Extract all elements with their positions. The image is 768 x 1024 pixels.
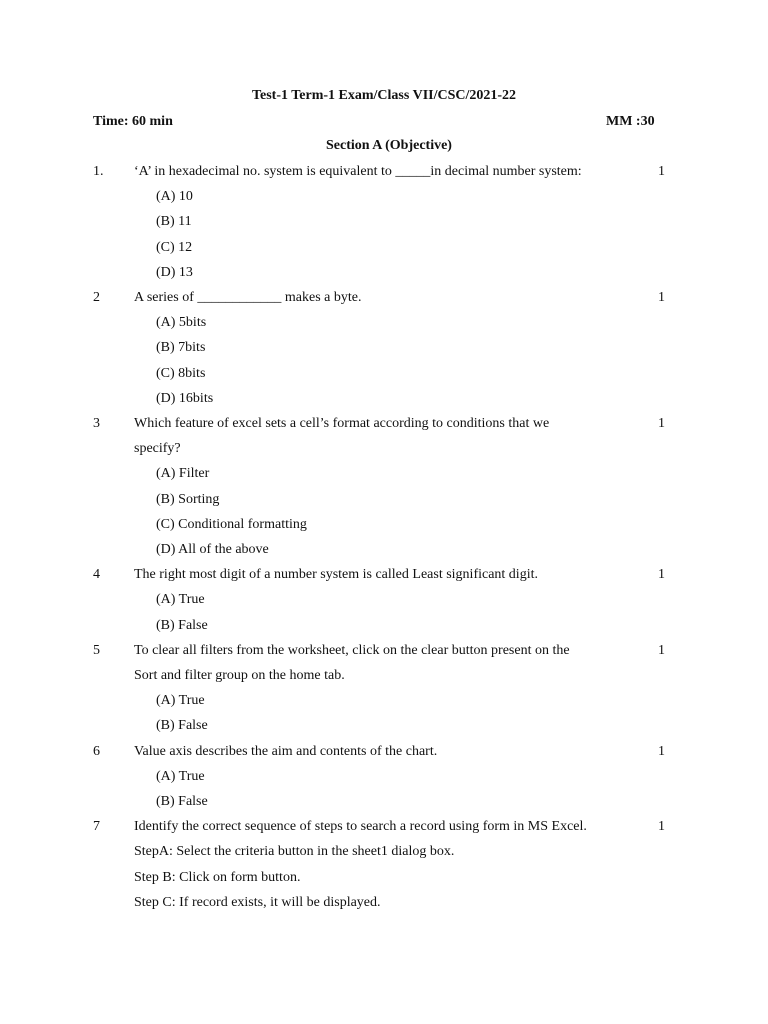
option-row xyxy=(0,263,768,283)
question-text: Step C: If record exists, it will be displayed. xyxy=(134,894,381,910)
question-marks: 1 xyxy=(658,164,665,179)
question-continuation-row xyxy=(0,893,768,913)
question-continuation-row xyxy=(0,666,768,686)
question-row xyxy=(0,414,768,434)
answer-option: (A) True xyxy=(156,592,205,608)
question-marks: 1 xyxy=(658,743,665,759)
question-marks: 1 xyxy=(658,290,665,305)
question-number: 4 xyxy=(93,567,100,583)
answer-option: (B) 11 xyxy=(156,214,192,230)
question-row xyxy=(0,641,768,661)
question-text: Sort and filter group on the home tab. xyxy=(134,668,345,683)
question-number: 2 xyxy=(93,290,100,305)
option-row xyxy=(0,490,768,510)
question-text: Value axis describes the aim and contents of the chart. xyxy=(134,743,438,759)
answer-option: (A) True xyxy=(156,693,205,709)
option-row xyxy=(0,464,768,484)
question-text: StepA: Select the criteria button in the sheet1 dialog box. xyxy=(134,844,455,860)
option-row xyxy=(0,691,768,711)
option-row xyxy=(0,767,768,787)
option-row xyxy=(0,313,768,333)
option-row xyxy=(0,212,768,232)
question-text: A series of ____________ makes a byte. xyxy=(134,290,362,305)
question-marks: 1 xyxy=(658,819,665,835)
option-row xyxy=(0,616,768,636)
question-text: ‘A’ in hexadecimal no. system is equivalent to _____in decimal number system: xyxy=(134,164,582,179)
question-text: Which feature of excel sets a cell’s format according to conditions that we xyxy=(134,416,550,431)
answer-option: (B) 7bits xyxy=(156,340,206,356)
option-row xyxy=(0,515,768,535)
option-row xyxy=(0,792,768,812)
answer-option: (B) False xyxy=(156,794,208,809)
answer-option: (C) Conditional formatting xyxy=(156,516,307,532)
question-number: 3 xyxy=(93,416,100,431)
option-row xyxy=(0,238,768,258)
option-row xyxy=(0,187,768,207)
answer-option: (B) Sorting xyxy=(156,491,220,507)
question-text: Identify the correct sequence of steps to search a record using form in MS Excel. xyxy=(134,819,587,835)
answer-option: (A) 5bits xyxy=(156,315,207,331)
answer-option: (B) False xyxy=(156,718,208,734)
exam-time: Time: 60 min xyxy=(93,114,173,129)
max-marks: MM :30 xyxy=(606,114,655,129)
option-row xyxy=(0,364,768,384)
question-row xyxy=(0,162,768,182)
question-continuation-row xyxy=(0,439,768,459)
answer-option: (B) False xyxy=(156,617,208,633)
section-heading: Section A (Objective) xyxy=(326,138,452,153)
question-marks: 1 xyxy=(658,416,665,431)
question-number: 5 xyxy=(93,642,100,658)
answer-option: (D) 13 xyxy=(156,264,193,280)
question-marks: 1 xyxy=(658,642,665,658)
answer-option: (A) 10 xyxy=(156,189,193,205)
option-row xyxy=(0,389,768,409)
question-text: The right most digit of a number system is called Least significant digit. xyxy=(134,567,538,583)
question-text: To clear all filters from the worksheet, click on the clear button present on the xyxy=(134,642,570,658)
question-row xyxy=(0,742,768,762)
question-row xyxy=(0,817,768,837)
answer-option: (D) 16bits xyxy=(156,390,214,406)
answer-option: (A) True xyxy=(156,768,205,784)
question-number: 6 xyxy=(93,743,100,759)
exam-title: Test-1 Term-1 Exam/Class VII/CSC/2021-22 xyxy=(251,88,517,103)
question-marks: 1 xyxy=(658,567,665,583)
answer-option: (D) All of the above xyxy=(156,542,269,557)
question-number: 7 xyxy=(93,819,100,835)
question-text: Step B: Click on form button. xyxy=(134,869,301,885)
option-row xyxy=(0,338,768,358)
answer-option: (C) 12 xyxy=(156,239,193,255)
question-row xyxy=(0,565,768,585)
question-continuation-row xyxy=(0,842,768,862)
question-row xyxy=(0,288,768,308)
question-continuation-row xyxy=(0,868,768,888)
answer-option: (C) 8bits xyxy=(156,365,206,381)
option-row xyxy=(0,590,768,610)
question-text: specify? xyxy=(134,441,181,457)
option-row xyxy=(0,716,768,736)
question-number: 1. xyxy=(93,164,104,179)
option-row xyxy=(0,540,768,560)
answer-option: (A) Filter xyxy=(156,466,210,482)
